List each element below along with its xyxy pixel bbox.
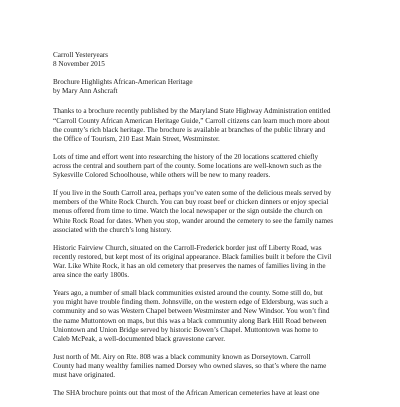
paragraph	[53, 244, 353, 281]
paragraph-line: across the central and southern part of the county. Some locations are well-known such as the	[53, 162, 322, 171]
paragraph	[53, 353, 353, 381]
article-headline: Brochure Highlights African-American Heritage	[53, 78, 193, 86]
paragraph-line: Uniontown and Union Bridge served by historic Bowen’s Chapel. Muttontown was home to	[53, 325, 318, 334]
paragraph-line: War. Like White Rock, it has an old cemetery that preserves the names of families living in the	[53, 262, 326, 271]
paragraph-line: the county’s rich black heritage. The brochure is available at branches of the public library and	[53, 125, 326, 134]
paragraph-line: Just north of Mt. Airy on Rte. 808 was a black community known as Dorseytown. Carroll	[53, 352, 311, 361]
paragraph-line: “Carroll County African American Heritage Guide,” Carroll citizens can learn much more about	[53, 116, 330, 125]
paragraph-line: associated with the church’s long history.	[53, 225, 172, 234]
paragraph-line: Years ago, a number of small black communities existed around the county. Some still do, but	[53, 289, 323, 298]
document-page	[53, 51, 353, 407]
paragraph	[53, 107, 353, 144]
column-header	[53, 51, 353, 69]
paragraph-line: you might have trouble finding them. Johnsville, on the western edge of Eldersburg, was such a	[53, 298, 328, 307]
paragraph-line: The SHA brochure points out that most of the African American cemeteries have at least one	[53, 389, 320, 398]
paragraph-line: County had many wealthy families named Dorsey who owned slaves, so that’s where the name	[53, 362, 327, 371]
paragraph-line: community and so was Western Chapel between Westminster and New Windsor. You won’t find	[53, 307, 330, 316]
paragraph-line: Lots of time and effort went into researching the history of the 20 locations scattered chiefly	[53, 152, 319, 161]
paragraph	[53, 153, 353, 181]
article-body	[53, 107, 353, 398]
paragraph-line: area since the early 1800s.	[53, 271, 130, 280]
paragraph-line: Historic Fairview Church, situated on the Carroll-Frederick border just off Liberty Road, was	[53, 243, 322, 252]
paragraph	[53, 189, 353, 235]
article-byline: by Mary Ann Ashcraft	[53, 87, 118, 96]
paragraph-line: Thanks to a brochure recently published by the Maryland State Highway Administration entitled	[53, 107, 331, 116]
column-date: 8 November 2015	[53, 60, 105, 69]
column-title: Carroll Yesteryears	[53, 51, 109, 59]
paragraph	[53, 389, 353, 398]
paragraph-line: members of the White Rock Church. You can buy roast beef or chicken dinners or enjoy special	[53, 198, 329, 207]
paragraph-line: Caleb McPeak, a well-documented black gravestone carver.	[53, 335, 226, 344]
paragraph-line: menus offered from time to time. Watch the local newspaper or the sign outside the church on	[53, 207, 323, 216]
paragraph	[53, 289, 353, 344]
article-header	[53, 78, 353, 96]
paragraph-line: must have originated.	[53, 371, 116, 380]
paragraph-line: the Office of Tourism, 210 East Main Street, Westminster.	[53, 135, 220, 144]
paragraph-line: the name Muttontown on maps, but this was a black community along Bark Hill Road between	[53, 316, 327, 325]
paragraph-line: Sykesville Colored Schoolhouse, while others will be new to many readers.	[53, 171, 271, 180]
paragraph-line: If you live in the South Carroll area, perhaps you’ve eaten some of the delicious meals served by	[53, 189, 332, 198]
paragraph-line: recently restored, but kept most of its original appearance. Black families built it before the Civil	[53, 252, 332, 261]
paragraph-line: White Rock Road for dates. When you stop, wander around the cemetery to see the family names	[53, 216, 334, 225]
